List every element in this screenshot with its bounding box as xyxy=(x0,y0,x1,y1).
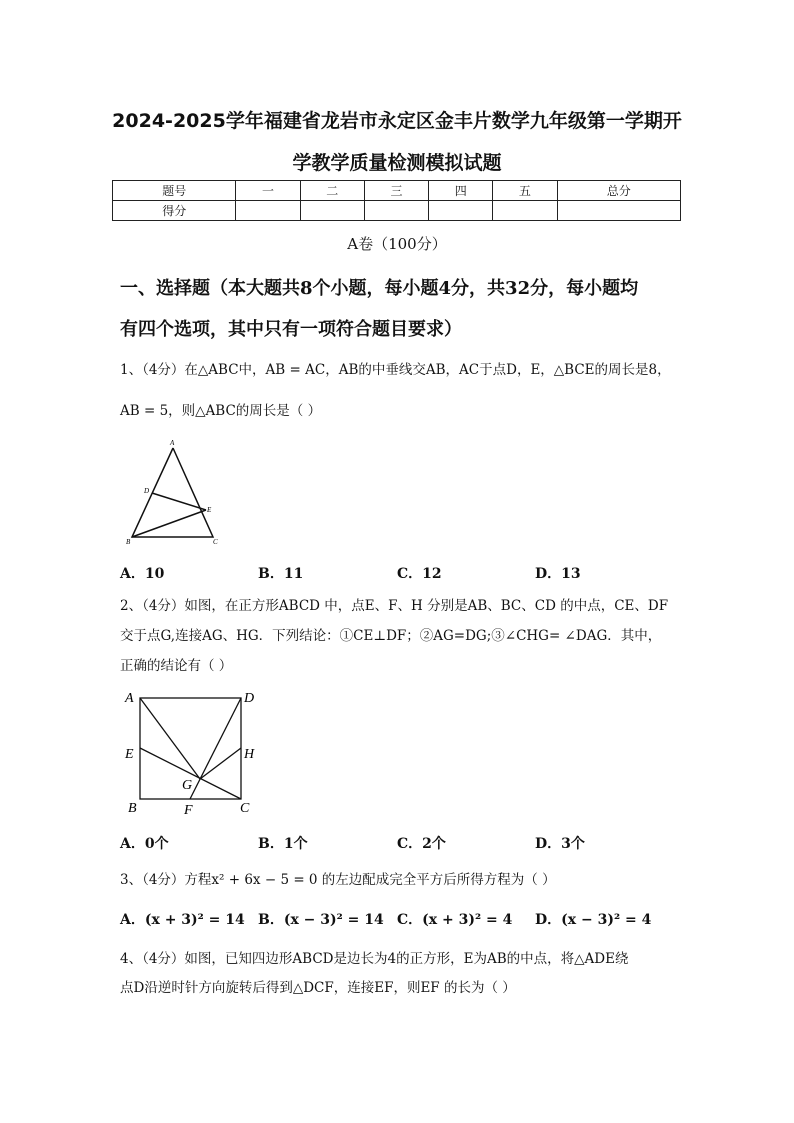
q1-line-1: 1、（4分）在△ABC中，AB = AC，AB的中垂线交AB，AC于点D，E，△BCE的周长是8， xyxy=(120,362,671,378)
q2-option-b[interactable]: B．1个 xyxy=(258,836,308,852)
q3-line-1: 3、（4分）方程x² + 6x − 5 = 0 的左边配成完全平方后所得方程为（ ） xyxy=(120,872,556,888)
table-cell: 三 xyxy=(364,181,428,201)
title-line-2: 学教学质量检测模拟试题 xyxy=(292,152,502,174)
q2-option-d[interactable]: D．3个 xyxy=(535,836,585,852)
fig-label: F xyxy=(184,803,193,818)
q3-option-b[interactable]: B．(x − 3)² = 14 xyxy=(258,912,384,928)
fig-label: B xyxy=(126,538,131,546)
fig-label: B xyxy=(128,801,137,816)
table-cell: 二 xyxy=(300,181,364,201)
score-table xyxy=(112,180,681,221)
fig-label: D xyxy=(244,691,255,706)
q4-line-2: 点D沿逆时针方向旋转后得到△DCF，连接EF，则EF 的长为（ ） xyxy=(120,980,516,996)
q2-line-2: 交于点G,连接AG、HG．下列结论：①CE⊥DF；②AG=DG;③∠CHG= ∠DAG．其中， xyxy=(120,628,662,644)
q1-option-d[interactable]: D．13 xyxy=(535,566,581,582)
table-cell xyxy=(236,201,300,221)
table-cell: 总分 xyxy=(557,181,680,201)
table-cell xyxy=(300,201,364,221)
q2-option-a[interactable]: A．0个 xyxy=(120,836,169,852)
q1-triangle-figure xyxy=(118,438,228,548)
q4-line-1: 4、（4分）如图，已知四边形ABCD是边长为4的正方形，E为AB的中点，将△ADE绕 xyxy=(120,951,629,967)
section-heading-1: 一、选择题（本大题共8个小题，每小题4分，共32分，每小题均 xyxy=(120,278,639,299)
table-cell: 题号 xyxy=(113,181,236,201)
table-cell: 五 xyxy=(493,181,557,201)
table-cell xyxy=(429,201,493,221)
table-cell: 一 xyxy=(236,181,300,201)
q2-line-3: 正确的结论有（ ） xyxy=(120,658,233,674)
q1-line-2: AB = 5，则△ABC的周长是（ ） xyxy=(120,403,322,419)
fig-label: A xyxy=(125,691,134,706)
part-heading: A卷（100分） xyxy=(347,235,447,253)
table-cell: 得分 xyxy=(113,201,236,221)
q2-line-1: 2、（4分）如图，在正方形ABCD 中，点E、F、H 分别是AB、BC、CD 的中点，CE、DF xyxy=(120,598,669,614)
title-line-1: 2024-2025学年福建省龙岩市永定区金丰片数学九年级第一学期开 xyxy=(112,110,682,132)
fig-label: C xyxy=(240,801,250,816)
fig-label: E xyxy=(207,506,212,514)
q2-option-c[interactable]: C．2个 xyxy=(397,836,446,852)
table-cell xyxy=(557,201,680,221)
fig-label: H xyxy=(244,747,255,762)
q1-option-b[interactable]: B．11 xyxy=(258,566,304,582)
q3-option-a[interactable]: A．(x + 3)² = 14 xyxy=(120,912,245,928)
fig-label: E xyxy=(125,747,134,762)
table-cell: 四 xyxy=(429,181,493,201)
q3-option-d[interactable]: D．(x − 3)² = 4 xyxy=(535,912,652,928)
q1-option-c[interactable]: C．12 xyxy=(397,566,442,582)
fig-label: D xyxy=(144,487,150,495)
fig-label: A xyxy=(170,439,175,447)
fig-label: C xyxy=(213,538,218,546)
table-cell xyxy=(364,201,428,221)
fig-label: G xyxy=(182,778,193,793)
q3-option-c[interactable]: C．(x + 3)² = 4 xyxy=(397,912,513,928)
q2-square-figure xyxy=(120,686,265,818)
section-heading-2: 有四个选项，其中只有一项符合题目要求） xyxy=(120,319,462,340)
table-cell xyxy=(493,201,557,221)
q1-option-a[interactable]: A．10 xyxy=(120,566,165,582)
